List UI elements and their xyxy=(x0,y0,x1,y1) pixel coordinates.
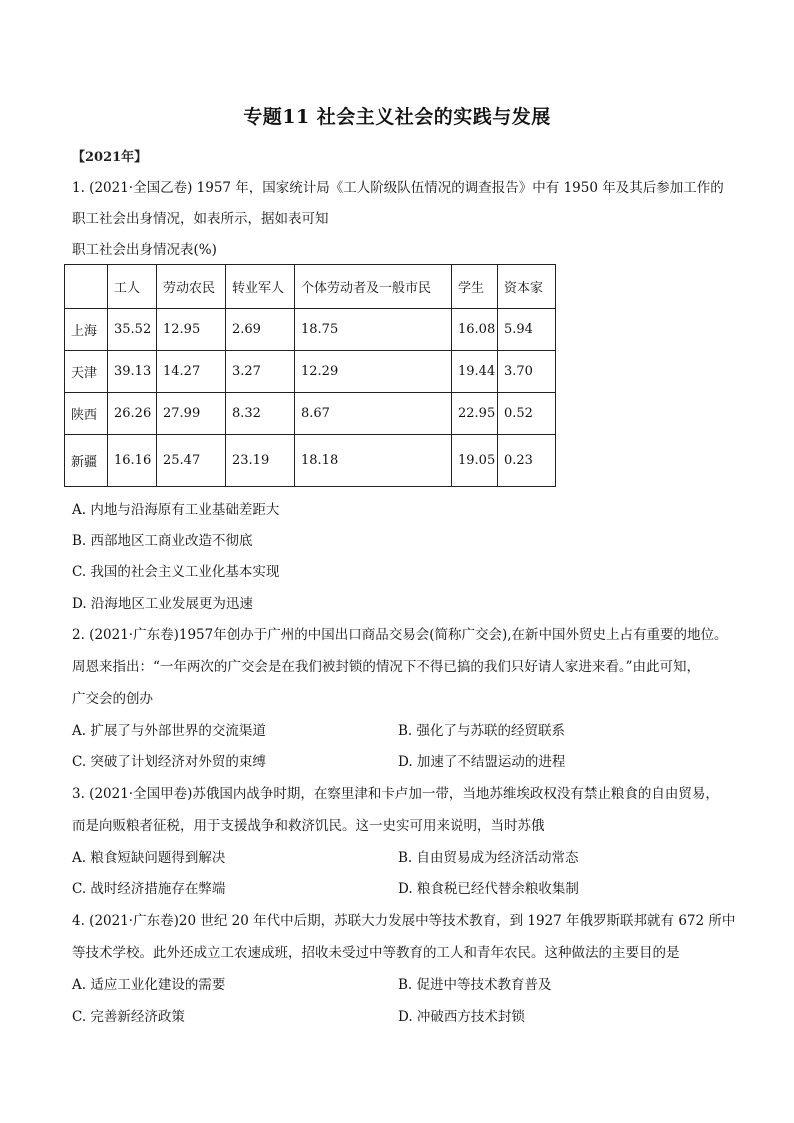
q2-option-d: D. 加速了不结盟运动的进程 xyxy=(398,754,566,770)
q3-option-b: B. 自由贸易成为经济活动常态 xyxy=(398,850,579,866)
q4-option-d: D. 冲破西方技术封锁 xyxy=(398,1009,525,1025)
q1-option-a: A. 内地与沿海原有工业基础差距大 xyxy=(72,502,280,518)
table-cell: 19.44 xyxy=(452,351,498,393)
table-header-row xyxy=(65,265,556,309)
table-cell: 0.52 xyxy=(498,393,556,435)
table-cell: 8.67 xyxy=(295,393,452,435)
q1-option-c: C. 我国的社会主义工业化基本实现 xyxy=(72,564,280,580)
table-cell: 16.08 xyxy=(452,309,498,351)
table-cell: 27.99 xyxy=(157,393,226,435)
year-section-tag: 【2021年】 xyxy=(72,150,148,165)
table-row xyxy=(65,309,556,351)
table-cell: 18.18 xyxy=(295,435,452,487)
table-cell: 8.32 xyxy=(226,393,295,435)
table-cell: 3.27 xyxy=(226,351,295,393)
table-cell: 16.16 xyxy=(108,435,157,487)
occupation-origin-table xyxy=(64,264,556,487)
table-header-cell: 学生 xyxy=(452,265,498,309)
q4-option-a: A. 适应工业化建设的需要 xyxy=(72,977,226,993)
table-cell: 天津 xyxy=(65,351,108,393)
q3-option-d: D. 粮食税已经代替余粮收集制 xyxy=(398,881,579,897)
table-cell: 35.52 xyxy=(108,309,157,351)
q3-stem-line-1: 3. (2021·全国甲卷)苏俄国内战争时期，在察里津和卡卢加一带，当地苏维埃政权没有禁止粮食的自由贸易， xyxy=(72,786,719,802)
table-cell: 26.26 xyxy=(108,393,157,435)
table-header-cell: 劳动农民 xyxy=(157,265,226,309)
table-cell: 陕西 xyxy=(65,393,108,435)
table-cell: 39.13 xyxy=(108,351,157,393)
q1-stem-line-1: 1. (2021·全国乙卷) 1957 年，国家统计局《工人阶级队伍情况的调查报告》中有 1950 年及其后参加工作的 xyxy=(72,180,724,196)
q3-option-c: C. 战时经济措施存在弊端 xyxy=(72,881,226,897)
table-cell: 5.94 xyxy=(498,309,556,351)
q1-stem-line-2: 职工社会出身情况，如表所示，据如表可知 xyxy=(72,211,329,227)
table-cell: 0.23 xyxy=(498,435,556,487)
q3-option-a: A. 粮食短缺问题得到解决 xyxy=(72,850,226,866)
q2-option-b: B. 强化了与苏联的经贸联系 xyxy=(398,723,566,739)
q2-option-c: C. 突破了计划经济对外贸的束缚 xyxy=(72,754,266,770)
table-cell: 22.95 xyxy=(452,393,498,435)
page-title: 专题11 社会主义社会的实践与发展 xyxy=(243,106,551,128)
table-header-cell xyxy=(65,265,108,309)
q1-option-d: D. 沿海地区工业发展更为迅速 xyxy=(72,596,253,612)
q1-table-caption: 职工社会出身情况表(%) xyxy=(72,242,217,258)
q4-stem-line-1: 4. (2021·广东卷)20 世纪 20 年代中后期，苏联大力发展中等技术教育，到 1927 年俄罗斯联邦就有 672 所中 xyxy=(72,913,736,929)
q2-stem-line-3: 广交会的创办 xyxy=(72,691,153,707)
q4-stem-line-2: 等技术学校。此外还成立工农速成班，招收未受过中等教育的工人和青年农民。这种做法的主要目的是 xyxy=(72,945,680,961)
q2-stem-line-2: 周恩来指出：“一年两次的广交会是在我们被封锁的情况下不得已搞的我们只好请人家进来看。”由此可知， xyxy=(72,659,701,675)
table-cell: 2.69 xyxy=(226,309,295,351)
table-cell: 18.75 xyxy=(295,309,452,351)
table-cell: 新疆 xyxy=(65,435,108,487)
table-cell: 12.95 xyxy=(157,309,226,351)
table-cell: 3.70 xyxy=(498,351,556,393)
table-header-cell: 工人 xyxy=(108,265,157,309)
table-cell: 19.05 xyxy=(452,435,498,487)
q2-stem-line-1: 2. (2021·广东卷)1957年创办于广州的中国出口商品交易会(简称广交会),在新中国外贸史上占有重要的地位。 xyxy=(72,627,728,643)
table-cell: 12.29 xyxy=(295,351,452,393)
table-row xyxy=(65,393,556,435)
table-cell: 上海 xyxy=(65,309,108,351)
q2-option-a: A. 扩展了与外部世界的交流渠道 xyxy=(72,723,266,739)
q4-option-b: B. 促进中等技术教育普及 xyxy=(398,977,552,993)
table-cell: 14.27 xyxy=(157,351,226,393)
table-cell: 23.19 xyxy=(226,435,295,487)
table-row xyxy=(65,351,556,393)
table-header-cell: 转业军人 xyxy=(226,265,295,309)
table-row xyxy=(65,435,556,487)
q3-stem-line-2: 而是向贩粮者征税，用于支援战争和救济饥民。这一史实可用来说明，当时苏俄 xyxy=(72,818,545,834)
table-header-cell: 资本家 xyxy=(498,265,556,309)
q4-option-c: C. 完善新经济政策 xyxy=(72,1009,185,1025)
q1-option-b: B. 西部地区工商业改造不彻底 xyxy=(72,533,253,549)
table-header-cell: 个体劳动者及一般市民 xyxy=(295,265,452,309)
table-cell: 25.47 xyxy=(157,435,226,487)
